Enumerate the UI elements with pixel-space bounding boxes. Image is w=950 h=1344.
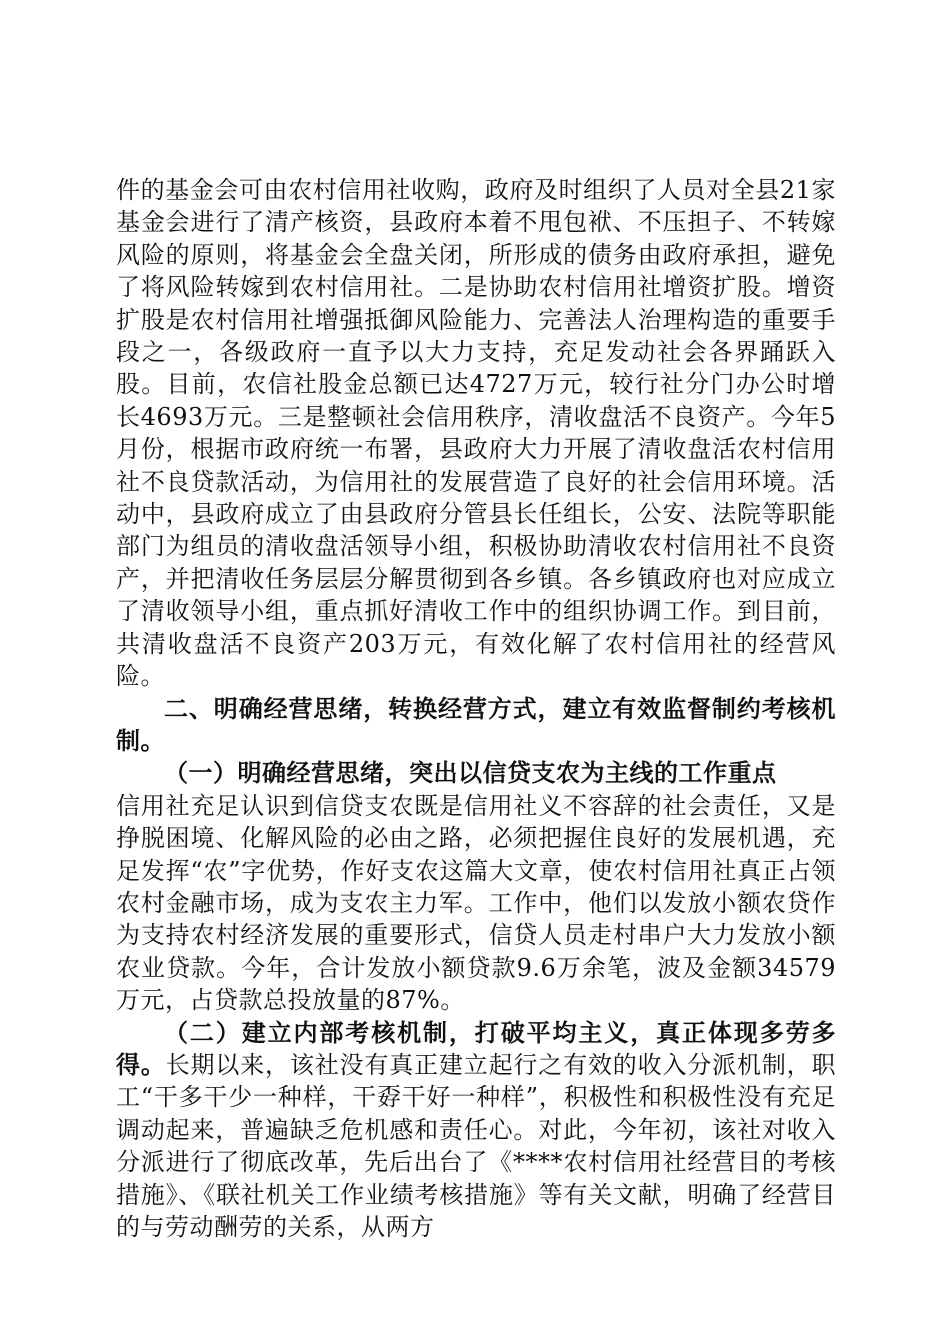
document-page [116,174,836,1243]
section-heading-2: 二、明确经营思绪，转换经营方式，建立有效监督制约考核机制。 [116,694,836,755]
paragraph-section-1 [116,757,836,1016]
subsection-title-1: （一）明确经营思绪，突出以信贷支农为主线的工作重点 [164,759,777,788]
paragraph-government-support: 件的基金会可由农村信用社收购，政府及时组织了人员对全县21家基金会进行了清产核资，县政府本着不甩包袱、不压担子、不转嫁风险的原则，将基金会全盘关闭，所形成的债务由政府承担，避免了将风险转嫁到农村信用社。二是协助农村信用社增资扩股。增资扩股是农村信用社增强抵御风险能力、完善法人治理构造的重要手段之一，各级政府一直予以大力支持，充足发动社会各界踊跃入股。目前，农信社股金总额已达4727万元，较行社分门办公时增长4693万元。三是整顿社会信用秩序，清收盘活不良资产。今年5月份，根据市政府统一布署，县政府大力开展了清收盘活农村信用社不良贷款活动，为信用社的发展营造了良好的社会信用环境。活动中，县政府成立了由县政府分管县长任组长，公安、法院等职能部门为组员的清收盘活领导小组，积极协助清收农村信用社不良资产，并把清收任务层层分解贯彻到各乡镇。各乡镇政府也对应成立了清收领导小组，重点抓好清收工作中的组织协调工作。到目前，共清收盘活不良资产203万元，有效化解了农村信用社的经营风险。 [116,176,836,691]
paragraph-section-2 [116,1017,836,1244]
subsection-title-2: （二）建立内部考核机制，打破平均主义，真正体现多劳多得。 [116,1018,836,1079]
subsection-body-2: 长期以来，该社没有真正建立起行之有效的收入分派机制，职工“干多干少一种样，干孬干好一种样”，积极性和积极性没有充足调动起来，普遍缺乏危机感和责任心。对此，今年初，该社对收入分派进行了彻底改革，先后出台了《****农村信用社经营目的考核措施》、《联社机关工作业绩考核措施》等有关文献，明确了经营目的与劳动酬劳的关系，从两方 [116,1050,837,1241]
subsection-body-1: 信用社充足认识到信贷支农既是信用社义不容辞的社会责任，又是挣脱困境、化解风险的必由之路，必须把握住良好的发展机遇，充足发挥“农”字优势，作好支农这篇大文章，使农村信用社真正占领农村金融市场，成为支农主力军。工作中，他们以发放小额农贷作为支持农村经济发展的重要形式，信贷人员走村串户大力发放小额农业贷款。今年，合计发放小额贷款9.6万余笔，波及金额34579万元，占贷款总投放量的87%。 [116,791,836,1015]
